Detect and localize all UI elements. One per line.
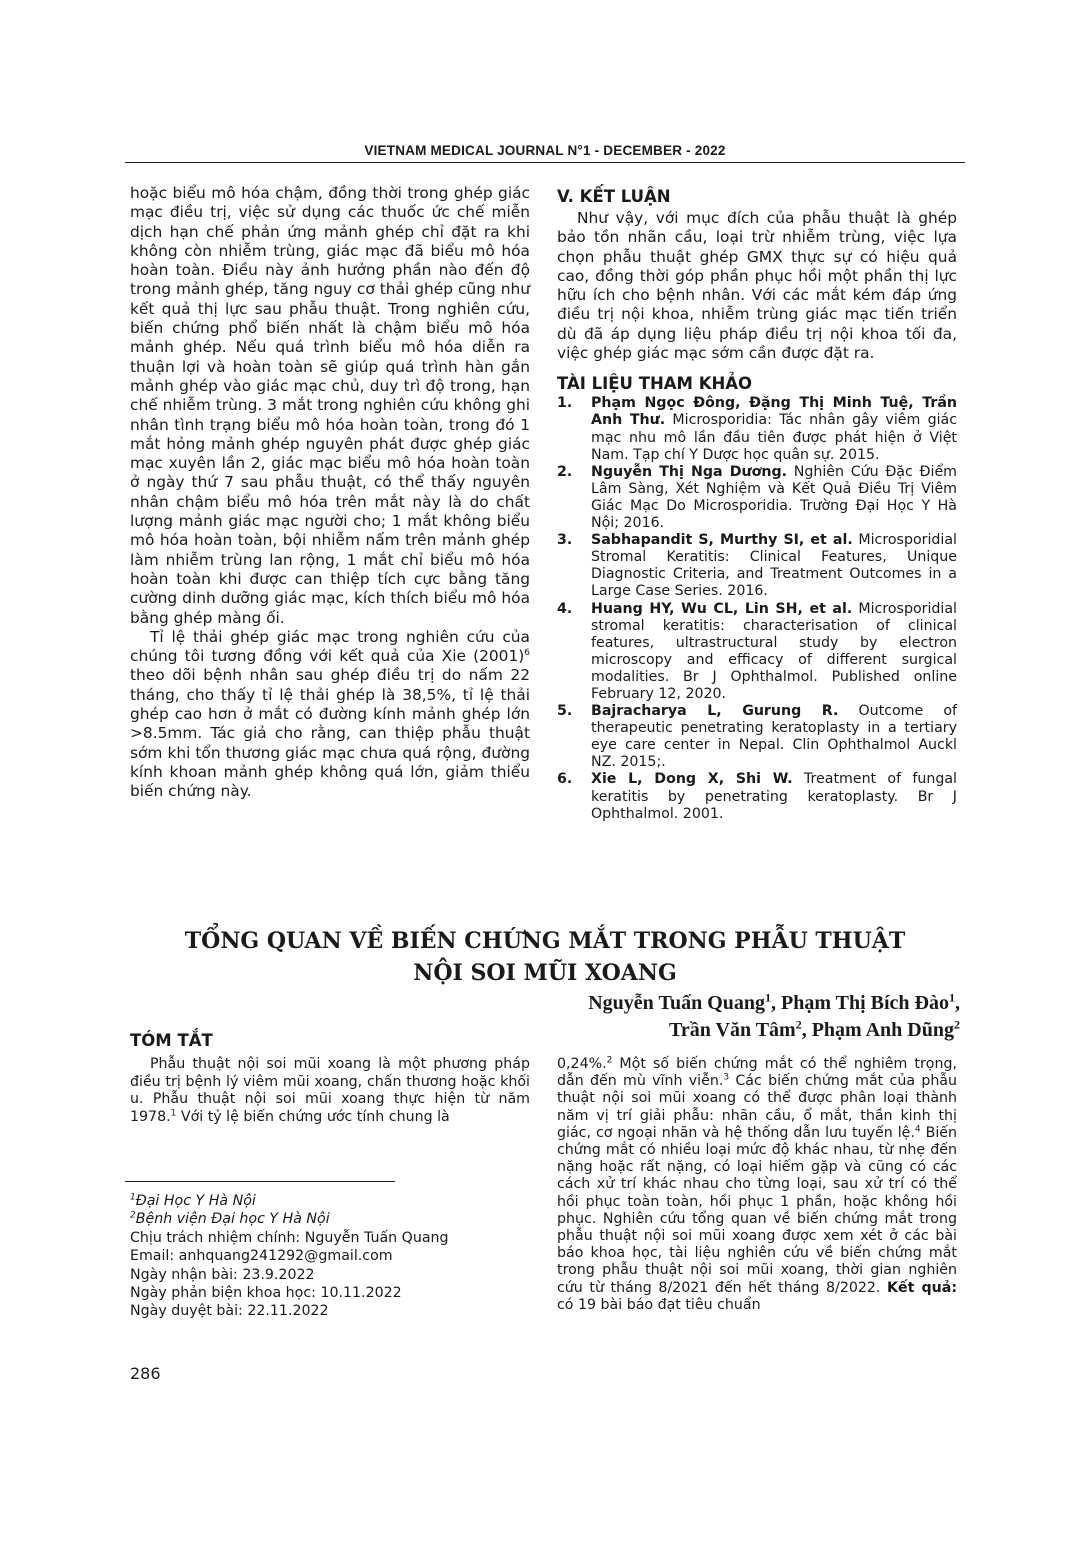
abstract-citation: 3: [723, 1072, 730, 1083]
affiliation-2: [130, 1210, 530, 1228]
abstract-heading: TÓM TẮT: [130, 1031, 213, 1050]
abstract-right-a: 0,24%.: [557, 1056, 607, 1072]
author-separator: ,: [955, 992, 960, 1014]
reference-item: [557, 771, 957, 822]
reference-number: 4.: [557, 600, 573, 617]
abstract-text-b: Với tỷ lệ biến chứng ước tính chung là: [176, 1108, 450, 1125]
affiliation-mark: 2: [954, 1017, 960, 1032]
affiliation-2-mark: 2: [130, 1210, 136, 1221]
left-column: [130, 184, 530, 802]
author-list: [480, 990, 960, 1044]
date-reviewed: Ngày phản biện khoa học: 10.11.2022: [130, 1285, 402, 1302]
affiliation-mark: 2: [795, 1017, 802, 1032]
abstract-citation: 1: [170, 1108, 177, 1119]
contact-email: Email: anhquang241292@gmail.com: [130, 1248, 393, 1265]
reference-number: 6.: [557, 771, 573, 788]
p2-text-a: Tỉ lệ thải ghép giác mạc trong nghiên cứu của chúng tôi tương đồng với kết quả của Xie (2001): [130, 627, 530, 666]
affiliation-1-text: Đại Học Y Hà Nội: [135, 1193, 256, 1209]
reference-text: Nghiên Cứu Đặc Điểm Lâm Sàng, Xét Nghiệm và Kết Quả Điều Trị Viêm Giác Mạc Do Microsporidia. Trường Đại Học Y Hà Nội; 2016.: [591, 463, 957, 532]
abstract-paragraph-right: [557, 1056, 957, 1314]
reference-authors: Sabhapandit S, Murthy SI, et al.: [591, 532, 853, 549]
author-name: Trần Văn Tâm: [669, 1019, 796, 1041]
reference-item: [557, 395, 957, 463]
affiliation-2-text: Bệnh viện Đại học Y Hà Nội: [135, 1211, 330, 1228]
article-title-line2: NỘI SOI MŨI XOANG: [413, 960, 677, 986]
footnote-rule: [125, 1181, 395, 1182]
p2-text-b: theo dõi bệnh nhân sau ghép điều trị do nấm 22 tháng, cho thấy tỉ lệ thải ghép là 38,5%, tỉ lệ thải ghép cao hơn ở mắt có đường kính mảnh ghép lớn >8.5mm. Tác giả cho rằng, can thiệp phẫu thuật sớm khi tổn thương giác mạc chưa quá rộng, đường kính khoan mảnh ghép không quá lớn, giảm thiểu biến chứng này.: [130, 666, 530, 801]
reference-text: Microsporidia: Tác nhân gây viêm giác mạc nhu mô lần đầu tiên được phát hiện ở Việt Nam. Tạp chí Y Dược học quân sự. 2015.: [591, 412, 958, 463]
responsible-author: Chịu trách nhiệm chính: Nguyễn Tuấn Quang: [130, 1229, 449, 1246]
reference-number: 1.: [557, 395, 573, 412]
reference-authors: Bajracharya L, Gurung R.: [591, 703, 839, 720]
results-label: Kết quả:: [887, 1279, 957, 1296]
reference-authors: Xie L, Dong X, Shi W.: [591, 771, 793, 788]
author-name: Phạm Anh Dũng: [811, 1019, 954, 1041]
page-number: 286: [130, 1364, 161, 1383]
right-column: [557, 186, 957, 823]
reference-authors: Huang HY, Wu CL, Lin SH, et al.: [591, 600, 853, 617]
affiliation-mark: 1: [765, 990, 771, 1005]
abstract-text-a: Phẫu thuật nội soi mũi xoang là một phương pháp điều trị bệnh lý viêm mũi xoang, chấn thương hoặc khối u. Phẫu thuật nội soi mũi xoang thực hiện từ năm 1978.: [130, 1056, 530, 1125]
references-heading: TÀI LIỆU THAM KHẢO: [557, 374, 753, 394]
abstract-citation: 4: [914, 1124, 921, 1135]
reference-text: Microsporidial stromal keratitis: characterisation of clinical features, ultrastructural study by electron microscopy and efficacy of different surgical modalities. Br J Ophthalmol. Published online February 12, 2020.: [591, 600, 957, 702]
article-title-line1: TỔNG QUAN VỀ BIẾN CHỨNG MẮT TRONG PHẪU THUẬT: [184, 928, 906, 954]
reference-item: [557, 532, 957, 600]
conclusion-paragraph: Như vậy, với mục đích của phẫu thuật là ghép bảo tồn nhãn cầu, loại trừ nhiễm trùng, việc lựa chọn phẫu thuật ghép GMX thực sự có hiệu quả cao, đồng thời góp phần phục hồi một phần thị lực hữu ích cho bệnh nhân. Với các mắt kém đáp ứng điều trị nội khoa, nhiễm trùng giác mạc tiến triển dù đã áp dụng liệu pháp điều trị nội khoa tối đa, việc ghép giác mạc sớm cần được đặt ra.: [557, 209, 957, 363]
author-separator: ,: [771, 992, 781, 1014]
abstract-right-e: có 19 bài báo đạt tiêu chuẩn: [557, 1296, 761, 1313]
reference-number: 2.: [557, 463, 573, 480]
author-name: Nguyễn Tuấn Quang: [588, 992, 765, 1014]
reference-authors: Phạm Ngọc Đông, Đặng Thị Minh Tuệ, Trần Anh Thư.: [591, 395, 957, 429]
p2-citation: 6: [524, 648, 530, 658]
reference-text: Microsporidial Stromal Keratitis: Clinical Features, Unique Diagnostic Criteria, and Treatment Outcomes in a Large Case Series. 2016.: [591, 532, 957, 600]
author-name: Phạm Thị Bích Đào: [781, 992, 949, 1014]
abstract-paragraph-left: [130, 1056, 530, 1126]
reference-list: [557, 395, 957, 822]
affiliation-mark: 1: [949, 990, 955, 1005]
journal-header: VIETNAM MEDICAL JOURNAL N°1 - DECEMBER - 2022: [364, 143, 726, 158]
reference-item: [557, 703, 957, 771]
affiliation-1-mark: 1: [130, 1192, 136, 1203]
reference-text: Treatment of fungal keratitis by penetrating keratoplasty. Br J Ophthalmol. 2001.: [591, 771, 957, 822]
paragraph-discussion-1: hoặc biểu mô hóa chậm, đồng thời trong ghép giác mạc điều trị, việc sử dụng các thuốc ức chế miễn dịch hạn chế phản ứng mảnh ghép chỉ đặt ra khi không còn nhiễm trùng, giác mạc đã biểu mô hóa hoàn toàn. Điều này ảnh hưởng phần nào đến độ trong mảnh ghép, tăng nguy cơ thải ghép cũng như kết quả thị lực sau phẫu thuật. Trong nghiên cứu, biến chứng phổ biến nhất là chậm biểu mô hóa mảnh ghép. Nếu quá trình biểu mô hóa diễn ra thuận lợi và hoàn toàn sẽ giúp quá trình hàn gắn mảnh ghép vào giác mạc chủ, duy trì độ trong, hạn chế nhiễm trùng. 3 mắt trong nghiên cứu không ghi nhân tình trạng biểu mô hóa hoàn toàn, trong đó 1 mắt hỏng mảnh ghép nguyên phát được ghép giác mạc xuyên lần 2, giác mạc biểu mô hóa hoàn toàn ở ngày thứ 7 sau phẫu thuật, có thể thấy nguyên nhân chậm biểu mô hóa trên mắt này là do chất lượng mảnh giác mạc người cho; 1 mắt không biểu mô hóa hoàn toàn, bội nhiễm nấm trên mảnh ghép làm nhiễm trùng lan rộng, 1 mắt chỉ biểu mô hóa hoàn toàn khi được can thiệp tích cực bằng tăng cường dinh dưỡng giác mạc, kích thích biểu mô hóa bằng ghép màng ối.: [130, 184, 530, 627]
abstract-right-column: [557, 1056, 957, 1314]
author-separator: ,: [801, 1019, 812, 1041]
reference-item: [557, 464, 957, 532]
abstract-right-c: Các biến chứng mắt của phẫu thuật nội soi mũi xoang có thể được phân loại thành năm vị trí giải phẫu: nhãn cầu, ổ mắt, thần kinh thị giác, cơ ngoại nhãn và hệ thống dẫn lưu tuyến lệ.: [557, 1073, 957, 1141]
abstract-right-b: Một số biến chứng mắt có thể nghiêm trọng, dẫn đến mù vĩnh viễn.: [557, 1056, 957, 1090]
reference-text: Outcome of therapeutic penetrating keratoplasty in a tertiary eye care center in Nepal. Clin Ophthalmol Auckl NZ. 2015;.: [591, 703, 957, 771]
header-rule: [125, 162, 965, 163]
footnotes: [130, 1192, 530, 1321]
abstract-right-d: Biến chứng mắt có nhiều loại mức độ khác nhau, từ nhẹ đến nặng hoặc rất nặng, có loại hiếm gặp và cũng có các cách xử trí khác nhau cho từng loại, sau xử trí có thể hồi phục toàn toàn, hồi phục 1 phần, hoặc không hồi phục. Nghiên cứu tổng quan về biến chứng mắt trong phẫu thuật nội soi mũi xoang được xem xét ở các bài báo khoa học, tài liệu nghiên cứu về biến chứng mắt trong phẫu thuật nội soi mũi xoang, thời gian nghiên cứu từ tháng 8/2021 đến hết tháng 8/2022.: [557, 1124, 957, 1296]
conclusion-heading: V. KẾT LUẬN: [557, 187, 671, 206]
article-title: [125, 925, 965, 989]
reference-number: 5.: [557, 703, 573, 720]
affiliation-1: [130, 1192, 530, 1210]
date-received: Ngày nhận bài: 23.9.2022: [130, 1266, 315, 1283]
paragraph-discussion-2: [130, 628, 530, 802]
reference-item: [557, 601, 957, 704]
reference-authors: Nguyễn Thị Nga Dương.: [591, 463, 788, 480]
date-approved: Ngày duyệt bài: 22.11.2022: [130, 1303, 329, 1320]
abstract-citation: 2: [606, 1055, 613, 1066]
abstract-left-column: [130, 1030, 530, 1126]
reference-number: 3.: [557, 532, 573, 549]
